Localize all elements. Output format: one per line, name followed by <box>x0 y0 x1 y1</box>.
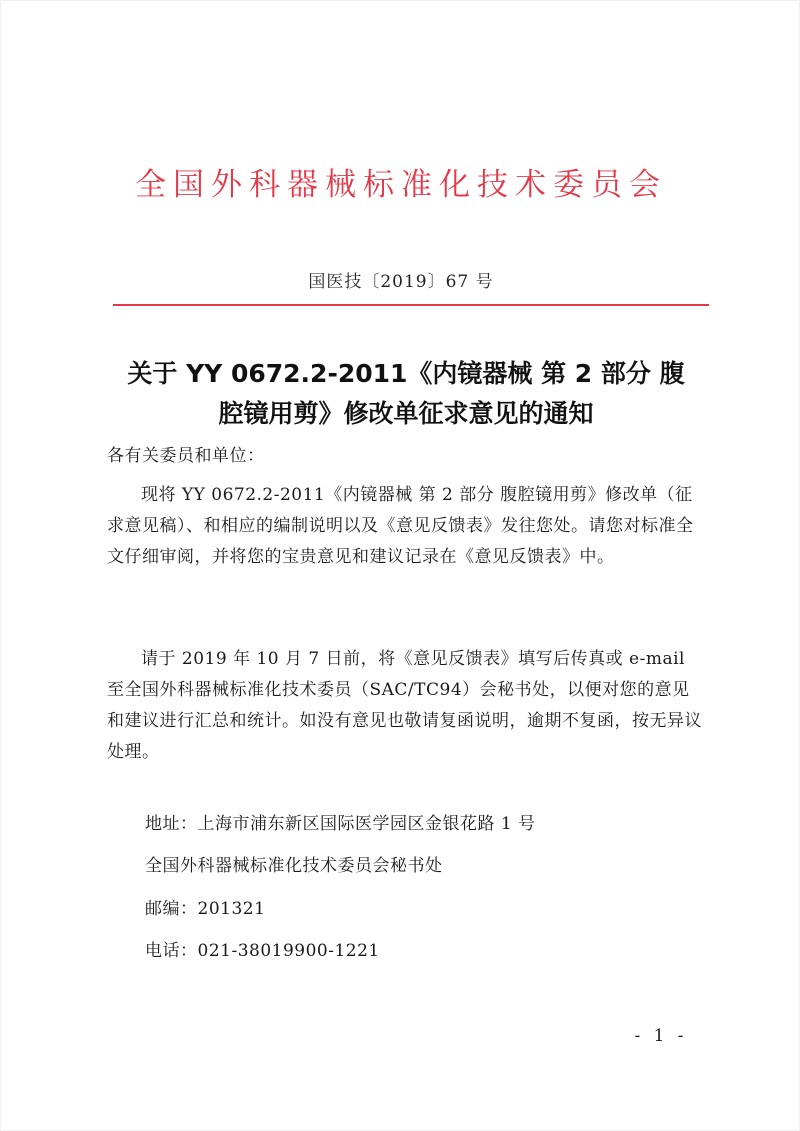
red-divider-line <box>113 304 709 306</box>
issuing-organization-header: 全国外科器械标准化技术委员会 <box>135 167 667 203</box>
contact-phone: 电话：021-38019900-1221 <box>145 941 380 961</box>
paragraph-2-text: 请于 2019 年 10 月 7 日前，将《意见反馈表》填写后传真或 e-mail 至全国外科器械标准化技术委员（SAC/TC94）会秘书处，以便对您的意见和建议进行汇总和统计。如没有意见也敬请复函说明，逾期不复函，按无异议处理。 <box>107 649 702 762</box>
contact-address: 地址：上海市浦东新区国际医学园区金银花路 1 号 <box>145 814 536 834</box>
paragraph-1-text: 现将 YY 0672.2-2011《内镜器械 第 2 部分 腹腔镜用剪》修改单（征求意见稿）、和相应的编制说明以及《意见反馈表》发往您处。请您对标准全文仔细审阅，并将您的宝贵意见和建议记录在《意见反馈表》中。 <box>107 485 694 567</box>
document-number: 国医技〔2019〕67 号 <box>308 272 494 292</box>
contact-office: 全国外科器械标准化技术委员会秘书处 <box>145 856 443 876</box>
page-number: - 1 - <box>634 1026 688 1046</box>
body-paragraph-2 <box>107 644 703 768</box>
title-line-1: 关于 YY 0672.2-2011《内镜器械 第 2 部分 腹 <box>127 359 685 388</box>
title-line-2: 腔镜用剪》修改单征求意见的通知 <box>218 399 594 428</box>
body-paragraph-1 <box>107 480 703 573</box>
contact-postcode: 邮编：201321 <box>145 899 266 919</box>
salutation <box>107 441 703 472</box>
salutation-text: 各有关委员和单位： <box>107 446 265 466</box>
document-title <box>101 354 711 434</box>
